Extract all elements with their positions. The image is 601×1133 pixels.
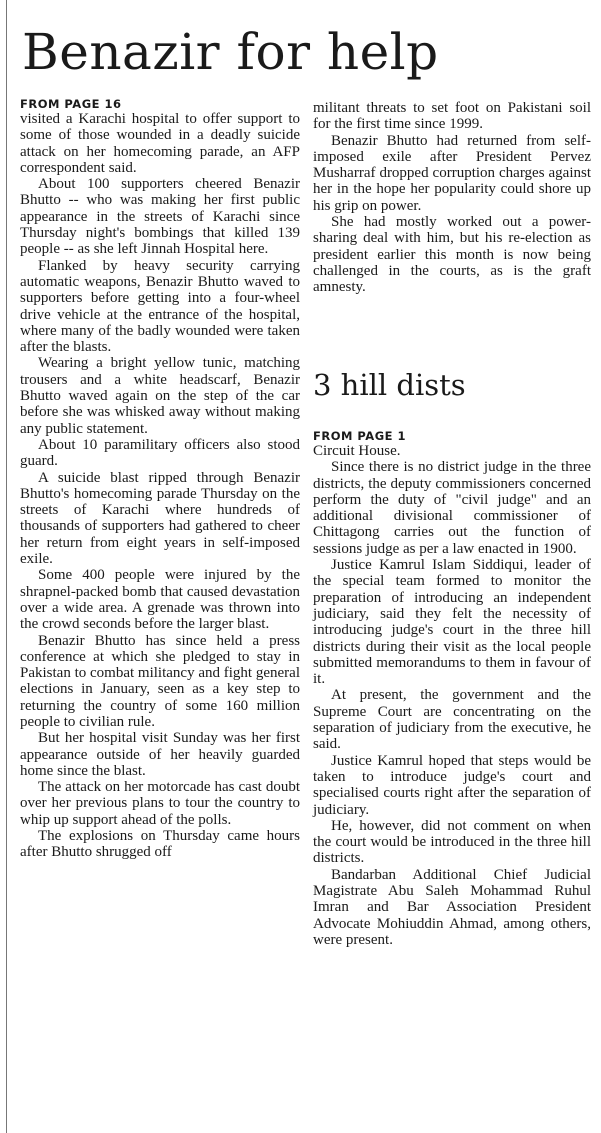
column-rule: [6, 0, 7, 1133]
article1-paragraph: Some 400 people were injured by the shrapnel-packed bomb that caused devastation over a wide area. A grenade was thrown into the crowd seconds before the larger blast.: [20, 567, 300, 633]
headline-hill-dists: 3 hill dists: [313, 368, 466, 402]
article2-paragraph: He, however, did not comment on when the court would be introduced in the three hill districts.: [313, 817, 591, 867]
article2-paragraph: Justice Kamrul hoped that steps would be taken to introduce judge's court and specialised courts right after the separation of judiciary.: [313, 752, 591, 818]
article2-paragraph: Bandarban Additional Chief Judicial Magistrate Abu Saleh Mohammad Ruhul Imran and Bar Association President Advocate Mohiuddin Ahmad, among others, were present.: [313, 866, 591, 948]
article2-paragraph: Justice Kamrul Islam Siddiqui, leader of the special team formed to monitor the preparation of introducing an independent judiciary, said they felt the necessity of introducing judge's court in the three hill districts during their visit as the local people submitted memorandums to them in favour of it.: [313, 557, 591, 688]
article1-paragraph: Benazir Bhutto has since held a press conference at which she pledged to stay in Pakistan to combat militancy and fight general elections in January, seen as a key step to returning the country of some 160 million people to civilian rule.: [20, 632, 300, 730]
article1-paragraph: visited a Karachi hospital to offer support to some of those wounded in a deadly suicide attack on her homecoming parade, an AFP correspondent said.: [20, 111, 300, 176]
article1-kicker: FROM PAGE 16: [20, 97, 122, 111]
article1-paragraph: About 10 paramilitary officers also stood guard.: [20, 436, 300, 470]
article1-paragraph: militant threats to set foot on Pakistani soil for the first time since 1999.: [313, 100, 591, 133]
article2-paragraph: Circuit House.: [313, 443, 401, 459]
headline-benazir: Benazir for help: [22, 23, 439, 81]
article1-paragraph: Wearing a bright yellow tunic, matching trousers and a white headscarf, Benazir Bhutto waved again on the step of the car before she was whisked away without making any public statement.: [20, 355, 300, 437]
article2-paragraph: Since there is no district judge in the three districts, the deputy commissioners concerned perform the duty of "civil judge" and an additional divisional commissioner of Chittagong carries out the function of sessions judge as per a law enacted in 1900.: [313, 459, 591, 557]
article1-paragraph: She had mostly worked out a power-sharing deal with him, but his re-election as president earlier this month is now being challenged in the courts, as is the graft amnesty.: [313, 214, 591, 296]
article2-kicker: FROM PAGE 1: [313, 429, 407, 443]
article1-paragraph: Benazir Bhutto had returned from self-imposed exile after President Pervez Musharraf dropped corruption charges against her in the hope her popularity could shore up his grip on power.: [313, 132, 591, 214]
article1-right-column: [313, 100, 591, 296]
article2-paragraph: At present, the government and the Supreme Court are concentrating on the separation of judiciary from the executive, he said.: [313, 687, 591, 753]
article1-paragraph: The attack on her motorcade has cast doubt over her previous plans to tour the country to whip up support ahead of the polls.: [20, 779, 300, 828]
article1-paragraph: The explosions on Thursday came hours after Bhutto shrugged off: [20, 828, 300, 861]
article2-column: [313, 430, 591, 1130]
article1-paragraph: A suicide blast ripped through Benazir Bhutto's homecoming parade Thursday on the streets of Karachi where hundreds of thousands of supporters had gathered to cheer her return from eight years in self-imposed exile.: [20, 469, 300, 568]
article1-paragraph: Flanked by heavy security carrying automatic weapons, Benazir Bhutto waved to supporters before getting into a four-wheel drive vehicle at the entrance of the hospital, where many of the badly wounded were taken after the blasts.: [20, 257, 300, 356]
article1-paragraph: But her hospital visit Sunday was her first appearance outside of her heavily guarded home since the blast.: [20, 730, 300, 779]
article1-paragraph: About 100 supporters cheered Benazir Bhutto -- who was making her first public appearance in the streets of Karachi since Thursday night's bombings that killed 139 people -- as she left Jinnah Hospital here.: [20, 176, 300, 258]
article1-left-column: [20, 98, 300, 1128]
